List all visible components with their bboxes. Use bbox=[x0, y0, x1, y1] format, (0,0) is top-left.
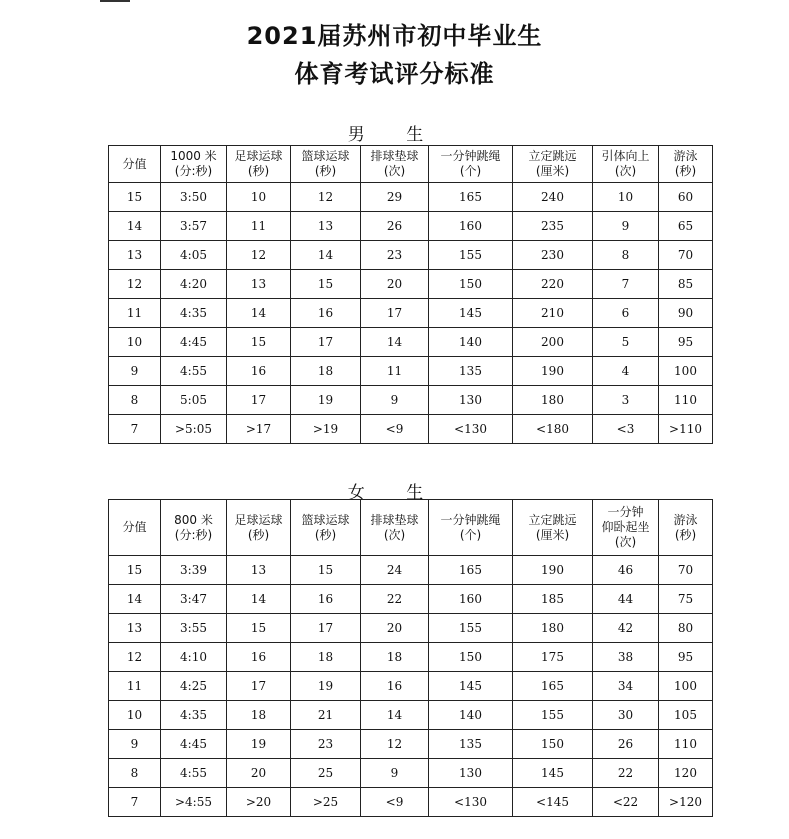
standard-cell: 110 bbox=[659, 730, 713, 759]
standard-cell: 8 bbox=[593, 241, 659, 270]
standard-cell: 18 bbox=[361, 643, 429, 672]
column-header-line: 仰卧起坐 bbox=[601, 520, 650, 534]
standard-cell: 150 bbox=[429, 643, 513, 672]
standard-cell: 46 bbox=[593, 556, 659, 585]
standard-cell: 26 bbox=[361, 212, 429, 241]
table-row bbox=[109, 357, 713, 386]
standard-cell: 145 bbox=[429, 672, 513, 701]
score-cell: 11 bbox=[109, 299, 161, 328]
standard-cell: 19 bbox=[291, 672, 361, 701]
table-row bbox=[109, 328, 713, 357]
standard-cell: 3:57 bbox=[161, 212, 227, 241]
standard-cell: 3:50 bbox=[161, 183, 227, 212]
score-cell: 15 bbox=[109, 183, 161, 212]
standard-cell: 16 bbox=[227, 643, 291, 672]
standard-cell: 14 bbox=[361, 328, 429, 357]
column-header-line: 分值 bbox=[122, 156, 147, 171]
standard-cell: 15 bbox=[227, 614, 291, 643]
column-header-line: (次) bbox=[614, 535, 637, 549]
column-header-line: 游泳 bbox=[673, 512, 698, 527]
standard-cell: 11 bbox=[361, 357, 429, 386]
column-header-line: 篮球运球 bbox=[301, 149, 350, 163]
standard-cell: 14 bbox=[291, 241, 361, 270]
standard-cell: 160 bbox=[429, 212, 513, 241]
column-header bbox=[291, 500, 361, 556]
standard-cell: 150 bbox=[429, 270, 513, 299]
standard-cell: 210 bbox=[513, 299, 593, 328]
column-header bbox=[513, 146, 593, 183]
standard-cell: 19 bbox=[227, 730, 291, 759]
standard-cell: 190 bbox=[513, 357, 593, 386]
column-header-line: (秒) bbox=[247, 164, 270, 178]
female-score-table bbox=[108, 499, 713, 817]
standard-cell: 6 bbox=[593, 299, 659, 328]
score-cell: 13 bbox=[109, 614, 161, 643]
standard-cell: 180 bbox=[513, 386, 593, 415]
score-cell: 9 bbox=[109, 730, 161, 759]
standard-cell: 235 bbox=[513, 212, 593, 241]
table-row bbox=[109, 643, 713, 672]
standard-cell: 13 bbox=[291, 212, 361, 241]
standard-cell: 4:35 bbox=[161, 701, 227, 730]
column-header-line: 排球垫球 bbox=[370, 512, 419, 527]
column-header-line: (秒) bbox=[314, 164, 337, 178]
standard-cell: 90 bbox=[659, 299, 713, 328]
standard-cell: 165 bbox=[513, 672, 593, 701]
table-row bbox=[109, 299, 713, 328]
standard-cell: >5:05 bbox=[161, 415, 227, 444]
column-header-line: 1000 米 bbox=[170, 149, 217, 163]
table-row bbox=[109, 241, 713, 270]
standard-cell: 14 bbox=[227, 299, 291, 328]
document-title-line1: 2021届苏州市初中毕业生 bbox=[246, 22, 543, 50]
header-row bbox=[109, 500, 713, 556]
standard-cell: 42 bbox=[593, 614, 659, 643]
standard-cell: >120 bbox=[659, 788, 713, 817]
standard-cell: 110 bbox=[659, 386, 713, 415]
column-header-line: 引体向上 bbox=[601, 149, 650, 163]
column-header-line: 足球运球 bbox=[234, 512, 283, 527]
column-header-line: 分值 bbox=[122, 520, 147, 534]
female-section-title: 女 生 bbox=[347, 483, 442, 503]
standard-cell: >17 bbox=[227, 415, 291, 444]
column-header bbox=[291, 146, 361, 183]
standard-cell: 3 bbox=[593, 386, 659, 415]
standard-cell: 34 bbox=[593, 672, 659, 701]
standard-cell: 21 bbox=[291, 701, 361, 730]
table-row bbox=[109, 183, 713, 212]
standard-cell: 15 bbox=[227, 328, 291, 357]
standard-cell: 20 bbox=[361, 614, 429, 643]
table-row bbox=[109, 672, 713, 701]
standard-cell: 19 bbox=[291, 386, 361, 415]
standard-cell: 13 bbox=[227, 556, 291, 585]
score-cell: 10 bbox=[109, 701, 161, 730]
standard-cell: >25 bbox=[291, 788, 361, 817]
standard-cell: 240 bbox=[513, 183, 593, 212]
scan-edge-mark bbox=[100, 0, 130, 6]
column-header-line: (秒) bbox=[674, 164, 697, 178]
column-header-line: 游泳 bbox=[673, 149, 698, 163]
column-header-line: (厘米) bbox=[535, 164, 570, 178]
standard-cell: 23 bbox=[361, 241, 429, 270]
column-header-line: (分:秒) bbox=[174, 527, 213, 542]
table-row bbox=[109, 614, 713, 643]
column-header-line: (分:秒) bbox=[174, 164, 213, 178]
table-row bbox=[109, 556, 713, 585]
standard-cell: 20 bbox=[361, 270, 429, 299]
standard-cell: <130 bbox=[429, 788, 513, 817]
standard-cell: 70 bbox=[659, 556, 713, 585]
column-header-line: (秒) bbox=[674, 527, 697, 542]
standard-cell: 145 bbox=[513, 759, 593, 788]
standard-cell: 12 bbox=[227, 241, 291, 270]
table-row bbox=[109, 270, 713, 299]
standard-cell: >4:55 bbox=[161, 788, 227, 817]
score-cell: 14 bbox=[109, 585, 161, 614]
standard-cell: 140 bbox=[429, 328, 513, 357]
standard-cell: <180 bbox=[513, 415, 593, 444]
score-cell: 7 bbox=[109, 788, 161, 817]
standard-cell: >20 bbox=[227, 788, 291, 817]
standard-cell: 17 bbox=[361, 299, 429, 328]
standard-cell: 3:39 bbox=[161, 556, 227, 585]
standard-cell: 105 bbox=[659, 701, 713, 730]
standard-cell: 14 bbox=[227, 585, 291, 614]
standard-cell: 16 bbox=[291, 585, 361, 614]
standard-cell: 20 bbox=[227, 759, 291, 788]
standard-cell: 95 bbox=[659, 328, 713, 357]
column-header-line: (个) bbox=[459, 527, 482, 542]
standard-cell: 130 bbox=[429, 759, 513, 788]
column-header-line: 800 米 bbox=[174, 512, 213, 527]
standard-cell: 22 bbox=[593, 759, 659, 788]
standard-cell: 130 bbox=[429, 386, 513, 415]
standard-cell: 9 bbox=[361, 759, 429, 788]
column-header-line: (次) bbox=[614, 164, 637, 178]
standard-cell: 18 bbox=[291, 643, 361, 672]
score-cell: 12 bbox=[109, 270, 161, 299]
standard-cell: 200 bbox=[513, 328, 593, 357]
score-cell: 8 bbox=[109, 759, 161, 788]
table-row bbox=[109, 701, 713, 730]
standard-cell: 10 bbox=[227, 183, 291, 212]
standard-cell: 15 bbox=[291, 556, 361, 585]
standard-cell: 11 bbox=[227, 212, 291, 241]
standard-cell: 75 bbox=[659, 585, 713, 614]
standard-cell: 220 bbox=[513, 270, 593, 299]
column-header bbox=[593, 500, 659, 556]
standard-cell: <3 bbox=[593, 415, 659, 444]
standard-cell: 5 bbox=[593, 328, 659, 357]
male-score-table bbox=[108, 145, 713, 444]
standard-cell: 14 bbox=[361, 701, 429, 730]
standard-cell: 185 bbox=[513, 585, 593, 614]
column-header bbox=[227, 500, 291, 556]
standard-cell: 10 bbox=[593, 183, 659, 212]
standard-cell: <145 bbox=[513, 788, 593, 817]
standard-cell: 4:55 bbox=[161, 759, 227, 788]
column-header-line: (次) bbox=[383, 527, 406, 542]
standard-cell: 190 bbox=[513, 556, 593, 585]
column-header bbox=[659, 500, 713, 556]
standard-cell: 17 bbox=[291, 614, 361, 643]
standard-cell: 15 bbox=[291, 270, 361, 299]
standard-cell: 13 bbox=[227, 270, 291, 299]
standard-cell: <22 bbox=[593, 788, 659, 817]
standard-cell: 22 bbox=[361, 585, 429, 614]
standard-cell: 17 bbox=[227, 672, 291, 701]
standard-cell: 155 bbox=[429, 241, 513, 270]
column-header bbox=[161, 146, 227, 183]
standard-cell: 4 bbox=[593, 357, 659, 386]
table-row bbox=[109, 730, 713, 759]
column-header-line: (个) bbox=[459, 164, 482, 178]
standard-cell: 4:25 bbox=[161, 672, 227, 701]
column-header-line: 一分钟跳绳 bbox=[440, 512, 501, 527]
standard-cell: 100 bbox=[659, 357, 713, 386]
standard-cell: <130 bbox=[429, 415, 513, 444]
standard-cell: <9 bbox=[361, 415, 429, 444]
document-title-line2: 体育考试评分标准 bbox=[294, 60, 495, 88]
standard-cell: 4:20 bbox=[161, 270, 227, 299]
standard-cell: 26 bbox=[593, 730, 659, 759]
standard-cell: 24 bbox=[361, 556, 429, 585]
standard-cell: 140 bbox=[429, 701, 513, 730]
standard-cell: 80 bbox=[659, 614, 713, 643]
standard-cell: 135 bbox=[429, 357, 513, 386]
standard-cell: >110 bbox=[659, 415, 713, 444]
score-cell: 11 bbox=[109, 672, 161, 701]
column-header-line: 立定跳远 bbox=[528, 149, 577, 163]
standard-cell: 30 bbox=[593, 701, 659, 730]
standard-cell: 165 bbox=[429, 556, 513, 585]
column-header bbox=[227, 146, 291, 183]
standard-cell: 65 bbox=[659, 212, 713, 241]
standard-cell: 18 bbox=[227, 701, 291, 730]
male-section-title: 男 生 bbox=[347, 125, 442, 145]
standard-cell: 16 bbox=[227, 357, 291, 386]
score-cell: 8 bbox=[109, 386, 161, 415]
standard-cell: 155 bbox=[513, 701, 593, 730]
standard-cell: >19 bbox=[291, 415, 361, 444]
standard-cell: 165 bbox=[429, 183, 513, 212]
standard-cell: 4:45 bbox=[161, 328, 227, 357]
standard-cell: 145 bbox=[429, 299, 513, 328]
standard-cell: 9 bbox=[593, 212, 659, 241]
standard-cell: 4:35 bbox=[161, 299, 227, 328]
table-row bbox=[109, 585, 713, 614]
column-header-line: 足球运球 bbox=[234, 149, 283, 163]
standard-cell: 160 bbox=[429, 585, 513, 614]
column-header-line: (秒) bbox=[314, 527, 337, 542]
standard-cell: 25 bbox=[291, 759, 361, 788]
score-cell: 14 bbox=[109, 212, 161, 241]
column-header-line: 一分钟跳绳 bbox=[440, 149, 501, 163]
column-header-line: 一分钟 bbox=[607, 505, 644, 519]
column-header-line: 排球垫球 bbox=[370, 149, 419, 163]
standard-cell: 29 bbox=[361, 183, 429, 212]
score-cell: 7 bbox=[109, 415, 161, 444]
column-header bbox=[109, 500, 161, 556]
header-row bbox=[109, 146, 713, 183]
standard-cell: 18 bbox=[291, 357, 361, 386]
column-header bbox=[429, 500, 513, 556]
standard-cell: 7 bbox=[593, 270, 659, 299]
standard-cell: 5:05 bbox=[161, 386, 227, 415]
standard-cell: 4:10 bbox=[161, 643, 227, 672]
table-row bbox=[109, 386, 713, 415]
column-header-line: (厘米) bbox=[535, 527, 570, 542]
standard-cell: 17 bbox=[227, 386, 291, 415]
standard-cell: 150 bbox=[513, 730, 593, 759]
standard-cell: 4:45 bbox=[161, 730, 227, 759]
standard-cell: 180 bbox=[513, 614, 593, 643]
standard-cell: 4:05 bbox=[161, 241, 227, 270]
column-header bbox=[513, 500, 593, 556]
score-cell: 13 bbox=[109, 241, 161, 270]
standard-cell: 23 bbox=[291, 730, 361, 759]
standard-cell: 3:55 bbox=[161, 614, 227, 643]
standard-cell: 120 bbox=[659, 759, 713, 788]
standard-cell: 155 bbox=[429, 614, 513, 643]
standard-cell: 4:55 bbox=[161, 357, 227, 386]
column-header-line: (秒) bbox=[247, 527, 270, 542]
standard-cell: 9 bbox=[361, 386, 429, 415]
standard-cell: 12 bbox=[361, 730, 429, 759]
column-header-line: (次) bbox=[383, 164, 406, 178]
table-row bbox=[109, 415, 713, 444]
standard-cell: 230 bbox=[513, 241, 593, 270]
table-row bbox=[109, 212, 713, 241]
standard-cell: 12 bbox=[291, 183, 361, 212]
column-header-line: 立定跳远 bbox=[528, 512, 577, 527]
standard-cell: 95 bbox=[659, 643, 713, 672]
column-header bbox=[593, 146, 659, 183]
standard-cell: 100 bbox=[659, 672, 713, 701]
standard-cell: 16 bbox=[291, 299, 361, 328]
standard-cell: 135 bbox=[429, 730, 513, 759]
column-header-line: 篮球运球 bbox=[301, 512, 350, 527]
score-cell: 10 bbox=[109, 328, 161, 357]
standard-cell: 17 bbox=[291, 328, 361, 357]
table-row bbox=[109, 759, 713, 788]
standard-cell: 175 bbox=[513, 643, 593, 672]
standard-cell: 16 bbox=[361, 672, 429, 701]
column-header bbox=[161, 500, 227, 556]
standard-cell: 3:47 bbox=[161, 585, 227, 614]
score-cell: 9 bbox=[109, 357, 161, 386]
column-header bbox=[429, 146, 513, 183]
column-header bbox=[361, 500, 429, 556]
score-cell: 12 bbox=[109, 643, 161, 672]
standard-cell: 60 bbox=[659, 183, 713, 212]
score-cell: 15 bbox=[109, 556, 161, 585]
standard-cell: 44 bbox=[593, 585, 659, 614]
column-header bbox=[659, 146, 713, 183]
standard-cell: <9 bbox=[361, 788, 429, 817]
table-row bbox=[109, 788, 713, 817]
column-header bbox=[361, 146, 429, 183]
standard-cell: 85 bbox=[659, 270, 713, 299]
standard-cell: 38 bbox=[593, 643, 659, 672]
standard-cell: 70 bbox=[659, 241, 713, 270]
column-header bbox=[109, 146, 161, 183]
